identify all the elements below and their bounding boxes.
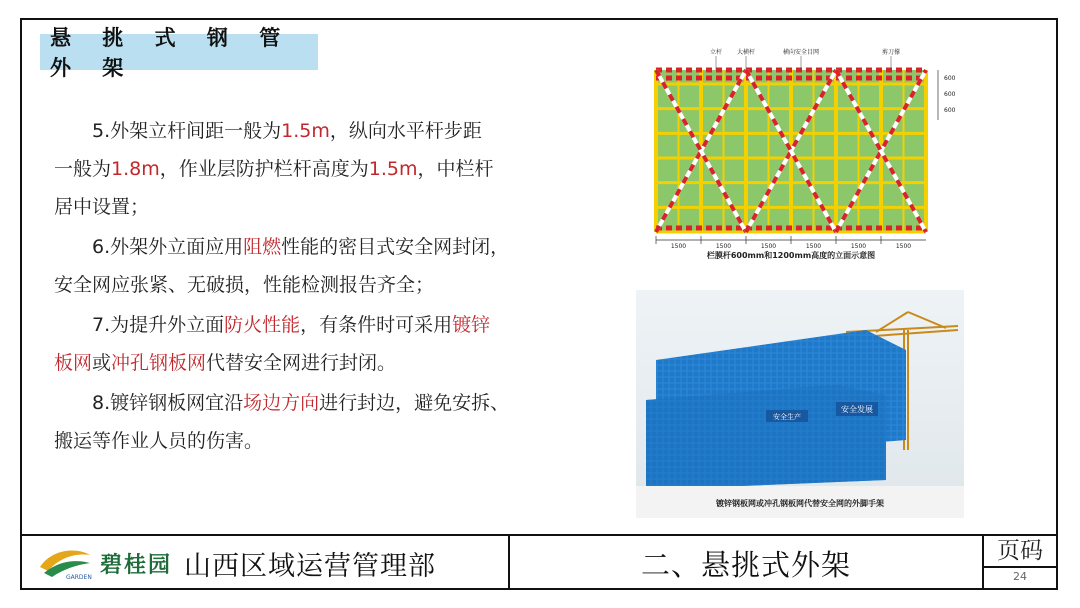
- paragraph-7: [54, 306, 574, 382]
- page-number: 24: [1013, 570, 1027, 583]
- paragraph-text: 居中设置；: [54, 196, 150, 218]
- paragraph-text: 进行封边，避免安拆、: [319, 392, 510, 414]
- body-text: [54, 112, 574, 462]
- spacing-label: 1500: [670, 243, 687, 250]
- highlight-text: 阻燃: [243, 236, 282, 258]
- paragraph-text: 性能的密目式安全网封闭，: [281, 236, 510, 258]
- side-label: 600: [944, 75, 956, 82]
- paragraph-text: 安全网应张紧、无破损，性能检测报告齐全；: [54, 274, 435, 296]
- highlight-text: 镀锌: [452, 314, 491, 336]
- paragraph-text: 5.外架立杆间距一般为: [92, 120, 282, 142]
- paragraph-text: 8.镀锌钢板网宜沿: [92, 392, 244, 414]
- department-name: 山西区域运营管理部: [184, 550, 437, 582]
- highlight-text: 冲孔钢板网: [111, 352, 207, 374]
- highlight-text: 防火性能: [224, 314, 301, 336]
- paragraph-text: 代替安全网进行封闭。: [206, 352, 397, 374]
- logo-en-text: GARDEN: [66, 574, 92, 581]
- footer-section: [510, 536, 984, 590]
- paragraph-text: 7.为提升外立面: [92, 314, 225, 336]
- banner-1-text: 安全生产: [773, 413, 801, 421]
- top-labels: [710, 48, 900, 70]
- paragraph-text: 一般为: [54, 158, 112, 180]
- page-label: 页码: [984, 536, 1056, 568]
- paragraph-8: [54, 384, 574, 460]
- slide-title-bar: [40, 26, 318, 80]
- paragraph-5: [54, 112, 574, 226]
- spacing-label: 1500: [805, 243, 822, 250]
- highlight-text: 1.5m: [368, 158, 418, 180]
- highlight-text: 1.5m: [281, 120, 330, 142]
- paragraph-text: ，中栏杆: [417, 158, 494, 180]
- company-logo: [36, 545, 172, 581]
- top-label: 横向安全目网: [782, 49, 820, 56]
- highlight-text: 场边方向: [243, 392, 320, 414]
- spacing-label: 1500: [715, 243, 732, 250]
- spacing-label: 1500: [760, 243, 777, 250]
- scaffold-photo: [636, 290, 964, 518]
- bottom-dimensions: [656, 236, 926, 250]
- spacing-label: 1500: [850, 243, 867, 250]
- top-label: 大横杆: [736, 49, 756, 56]
- top-label: 剪刀撑: [881, 49, 901, 56]
- top-label: 立杆: [709, 49, 723, 56]
- paragraph-text: 搬运等作业人员的伤害。: [54, 430, 264, 452]
- highlight-text: 板网: [54, 352, 93, 374]
- paragraph-text: 或: [92, 352, 112, 374]
- country-garden-logo-icon: [36, 545, 94, 581]
- footer-page: [984, 536, 1056, 590]
- paragraph-text: ，纵向水平杆步距: [329, 120, 482, 142]
- brand-name: 碧桂园: [100, 552, 173, 578]
- slide-footer: [22, 534, 1056, 590]
- slide-title: 悬 挑 式 钢 管 外 架: [50, 26, 293, 80]
- spacing-label: 1500: [895, 243, 912, 250]
- banner-2-text: 安全发展: [841, 405, 873, 414]
- side-label: 600: [944, 107, 956, 114]
- paragraph-text: ，作业层防护栏杆高度为: [159, 158, 369, 180]
- footer-company: [22, 536, 510, 590]
- side-dimensions: [938, 70, 956, 120]
- paragraph-6: [54, 228, 574, 304]
- highlight-text: 1.8m: [111, 158, 160, 180]
- photo-caption: 镀锌钢板网或冲孔钢板网代替安全网的外脚手架: [716, 499, 884, 508]
- side-label: 600: [944, 91, 956, 98]
- paragraph-text: ，有条件时可采用: [300, 314, 453, 336]
- section-title: 二、悬挑式外架: [640, 547, 851, 582]
- diagram-caption: 栏膜杆600mm和1200mm高度的立面示意图: [706, 251, 876, 260]
- scaffold-elevation-diagram: [626, 42, 956, 270]
- paragraph-text: 6.外架外立面应用: [92, 236, 244, 258]
